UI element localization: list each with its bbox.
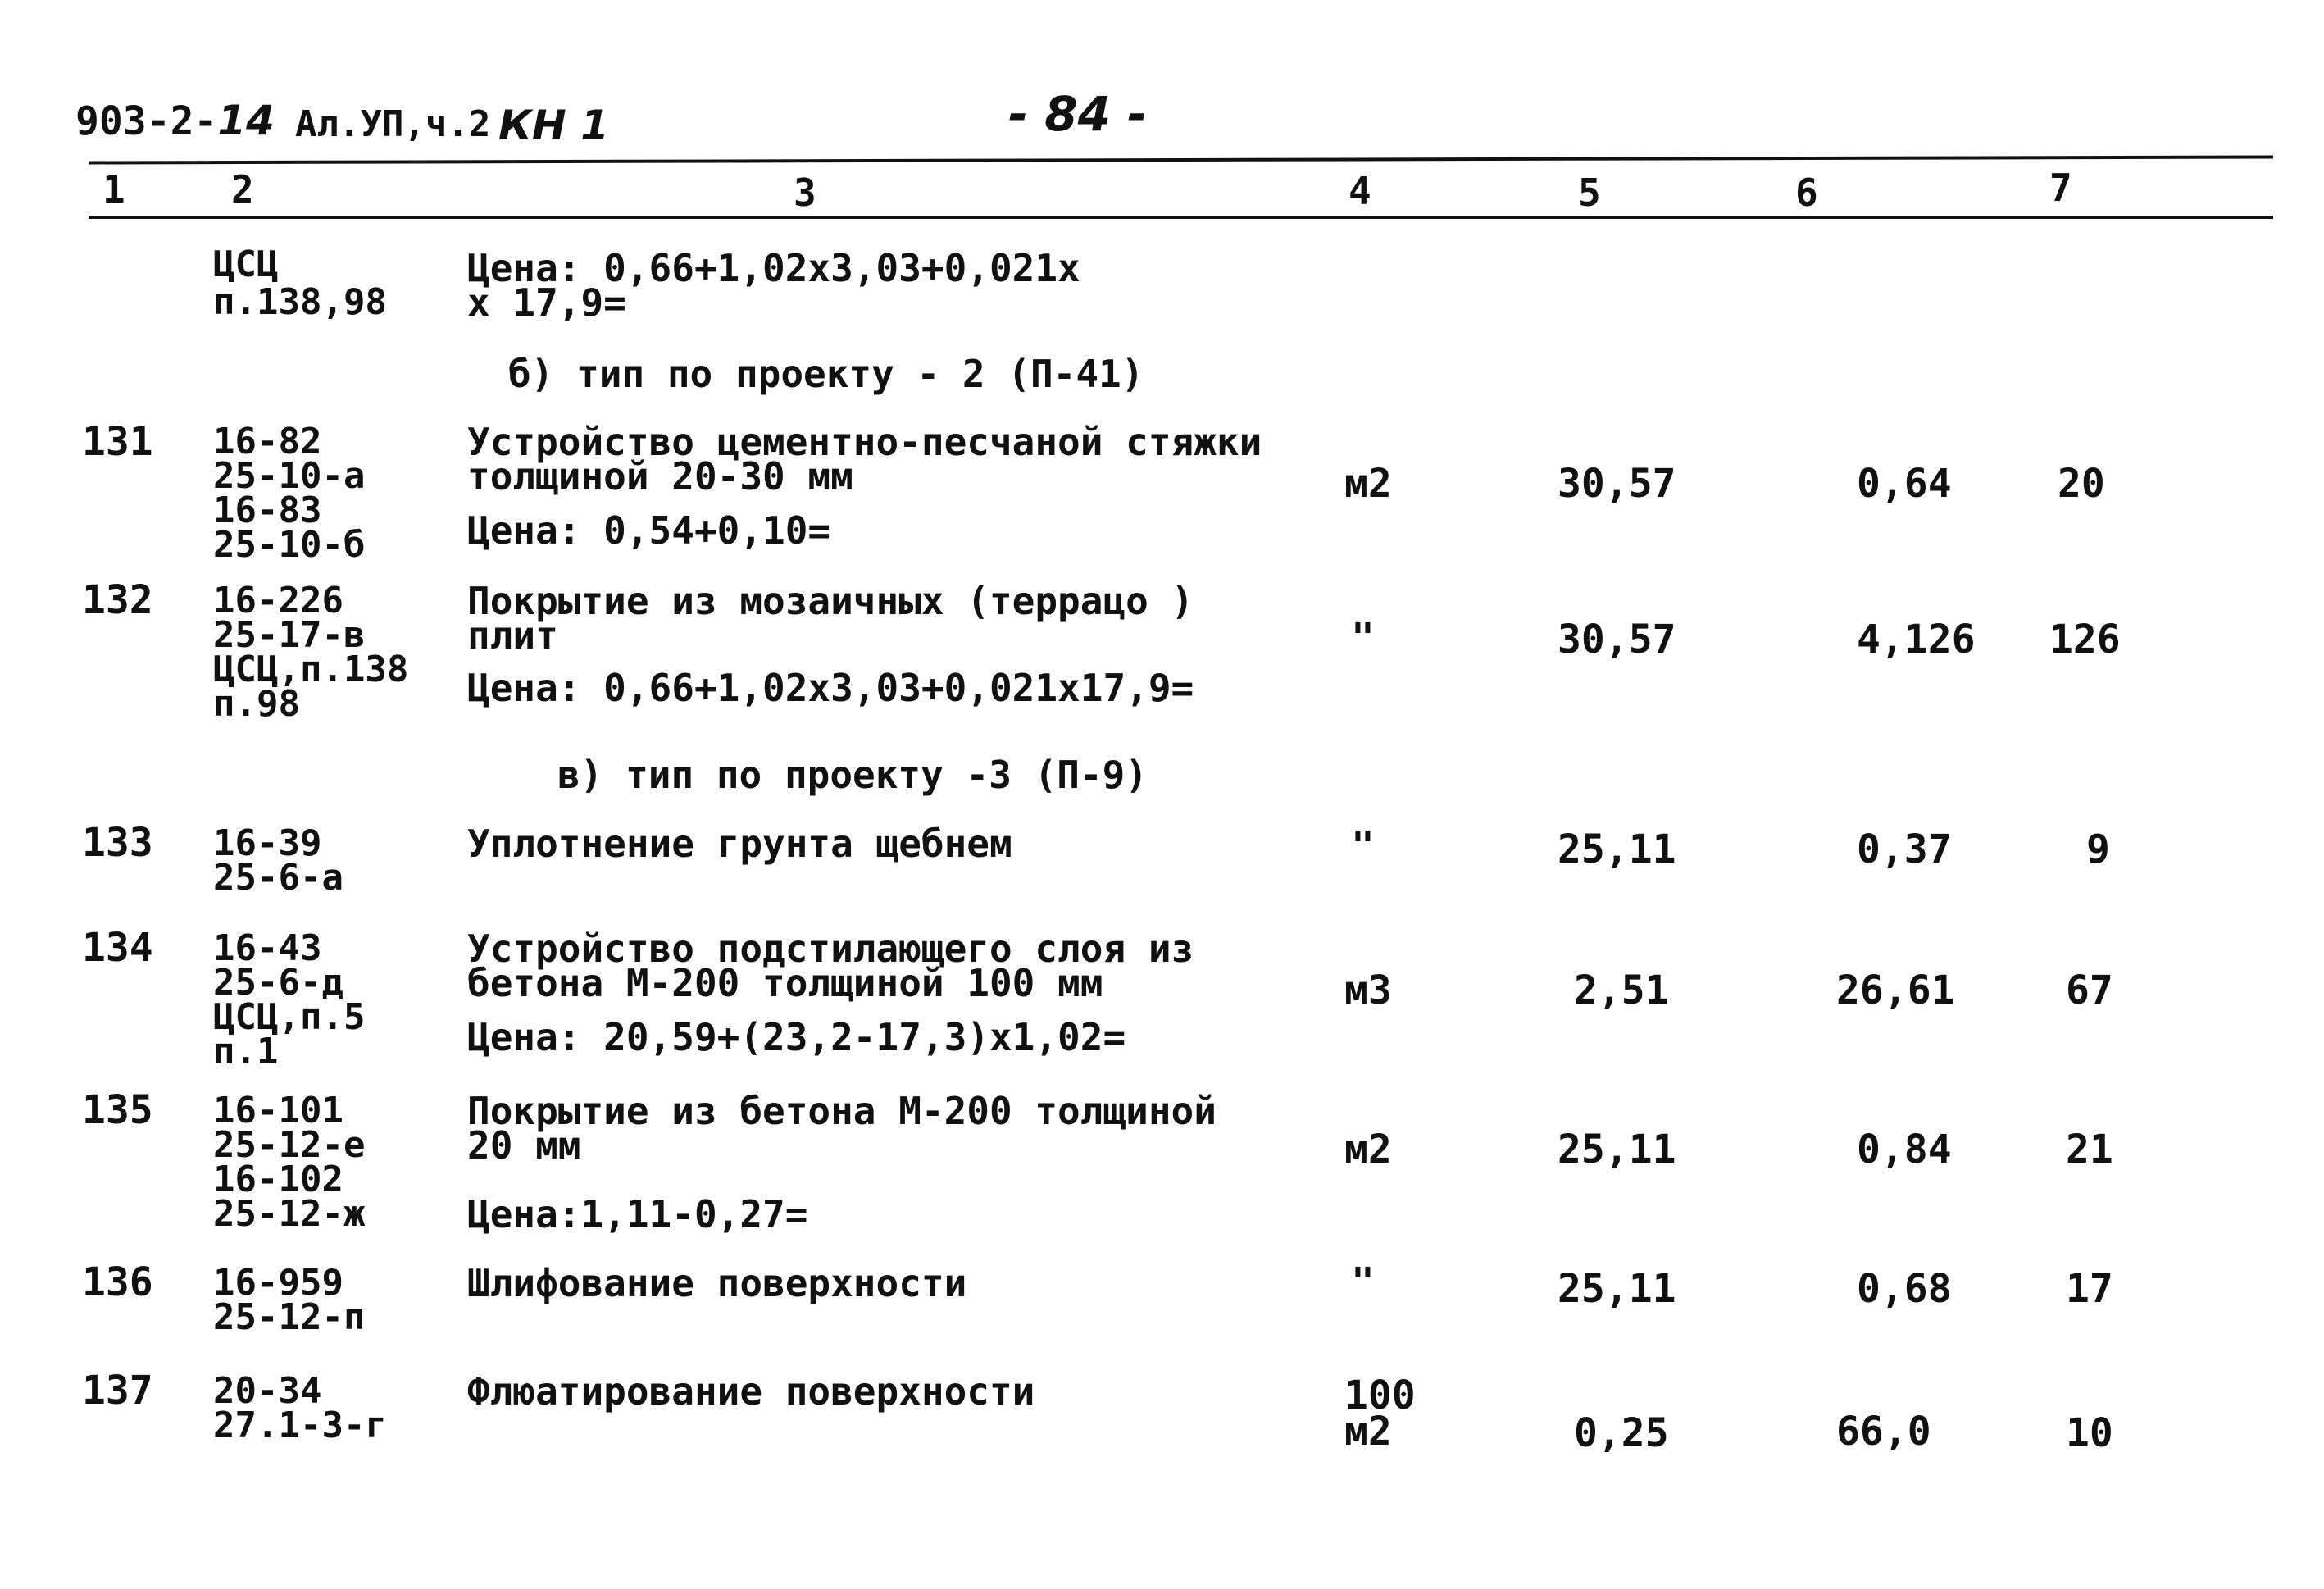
row-quantity: 25,11: [1558, 1127, 1676, 1172]
row-unit-cost: 4,126: [1857, 617, 1976, 662]
row-quantity: 30,57: [1558, 461, 1676, 507]
row-unit-cost: 0,84: [1857, 1127, 1952, 1172]
row-code-line: 16-102: [213, 1159, 343, 1200]
album-reference: Ал.УП,ч.2: [295, 103, 491, 145]
row-code-line: 16-959: [213, 1262, 343, 1304]
row-quantity: 30,57: [1558, 617, 1676, 662]
row-quantity: 25,11: [1558, 1266, 1676, 1312]
book-number-handwritten: КН 1: [498, 102, 609, 149]
row-total: 9: [2086, 826, 2110, 872]
row-unit-cost: 0,68: [1857, 1266, 1952, 1312]
row-price: Цена: 20,59+(23,2-17,3)х1,02=: [467, 1015, 1126, 1059]
row-price: Цена: 0,66+1,02х3,03+0,021х17,9=: [467, 666, 1194, 710]
row-code-line: ЦСЦ,п.5: [213, 996, 366, 1038]
row-code-line: п.98: [213, 683, 300, 725]
column-number-2: 2: [231, 167, 254, 212]
header-bottom-rule: [89, 216, 2273, 219]
row-total: 17: [2066, 1266, 2113, 1312]
intro-price-line: х 17,9=: [467, 280, 626, 325]
document-number-handwritten: 14: [217, 97, 275, 144]
row-unit-cost: 0,37: [1857, 826, 1952, 872]
row-code-line: 27.1-3-г: [213, 1405, 387, 1446]
row-description-line: плит: [467, 613, 558, 658]
column-number-6: 6: [1795, 171, 1818, 215]
row-description-line: толщиной 20-30 мм: [467, 454, 853, 499]
row-code-line: п.1: [213, 1031, 279, 1072]
row-code-line: 16-83: [213, 489, 322, 531]
column-number-7: 7: [2049, 166, 2072, 210]
row-number: 135: [82, 1087, 153, 1133]
row-unit: м2: [1344, 461, 1392, 507]
row-unit: ": [1351, 823, 1375, 869]
row-unit: м2: [1344, 1409, 1392, 1455]
document-code: [75, 97, 275, 144]
row-description-line: Устройство цементно-песчаной стяжки: [467, 420, 1262, 464]
row-code-line: 25-17-в: [213, 614, 366, 656]
row-number: 137: [82, 1368, 153, 1414]
row-number: 131: [82, 419, 153, 465]
row-quantity: 25,11: [1558, 826, 1676, 872]
row-code-line: 16-226: [213, 580, 343, 621]
row-code-line: 20-34: [213, 1370, 322, 1412]
row-number: 136: [82, 1259, 153, 1305]
column-number-1: 1: [102, 167, 125, 212]
row-code-line: 25-6-а: [213, 857, 343, 899]
row-total: 67: [2066, 968, 2113, 1013]
row-description-line: Покрытие из мозаичных (террацо ): [467, 579, 1194, 623]
column-number-5: 5: [1578, 171, 1601, 215]
document-number: 903-2-: [75, 98, 218, 144]
row-description-line: Шлифование поверхности: [467, 1261, 967, 1305]
row-price: Цена:1,11-0,27=: [467, 1192, 808, 1236]
intro-price-line: Цена: 0,66+1,02х3,03+0,021х: [467, 246, 1080, 290]
row-description-line: Покрытие из бетона М-200 толщиной: [467, 1089, 1217, 1133]
intro-code-line: ЦСЦ: [213, 244, 279, 285]
row-description-line: 20 мм: [467, 1123, 581, 1168]
row-code-line: ЦСЦ,п.138: [213, 649, 409, 690]
row-description-line: Флюатирование поверхности: [467, 1369, 1035, 1414]
row-total: 20: [2058, 461, 2105, 507]
row-number: 132: [82, 577, 153, 623]
row-total: 126: [2049, 617, 2121, 662]
row-quantity: 0,25: [1574, 1410, 1669, 1456]
row-code-line: 25-6-д: [213, 962, 343, 1004]
row-code-line: 16-82: [213, 421, 322, 462]
row-description-line: Уплотнение грунта щебнем: [467, 822, 1012, 866]
row-code-line: 25-12-ж: [213, 1193, 366, 1235]
page-number: - 84 -: [1008, 86, 1148, 142]
row-code-line: 25-12-п: [213, 1296, 366, 1338]
header-top-rule: [89, 156, 2273, 165]
row-unit: м3: [1344, 968, 1392, 1013]
column-number-3: 3: [794, 171, 816, 215]
section-title: б) тип по проекту - 2 (П-41): [508, 352, 1144, 396]
row-description-line: Устройство подстилающего слоя из: [467, 927, 1194, 971]
column-number-4: 4: [1348, 169, 1371, 213]
row-code-line: 16-39: [213, 822, 322, 864]
section-title: в) тип по проекту -3 (П-9): [557, 753, 1148, 797]
row-code-line: 16-43: [213, 927, 322, 969]
row-number: 133: [82, 820, 153, 866]
row-quantity: 2,51: [1574, 968, 1669, 1013]
row-total: 21: [2066, 1127, 2113, 1172]
row-number: 134: [82, 925, 153, 971]
row-unit-cost: 66,0: [1836, 1409, 1931, 1455]
row-unit: ": [1351, 1259, 1375, 1305]
row-unit: м2: [1344, 1127, 1392, 1172]
row-code-line: 25-12-е: [213, 1124, 366, 1166]
intro-code-line: п.138,98: [213, 281, 387, 323]
row-description-line: бетона М-200 толщиной 100 мм: [467, 961, 1103, 1005]
row-price: Цена: 0,54+0,10=: [467, 508, 831, 553]
row-code-line: 16-101: [213, 1090, 343, 1131]
row-code-line: 25-10-б: [213, 524, 366, 566]
row-unit: ": [1351, 615, 1375, 661]
row-unit: 100: [1344, 1373, 1416, 1418]
row-total: 10: [2066, 1410, 2113, 1456]
row-code-line: 25-10-а: [213, 455, 366, 497]
row-unit-cost: 26,61: [1836, 968, 1955, 1013]
row-unit-cost: 0,64: [1857, 461, 1952, 507]
